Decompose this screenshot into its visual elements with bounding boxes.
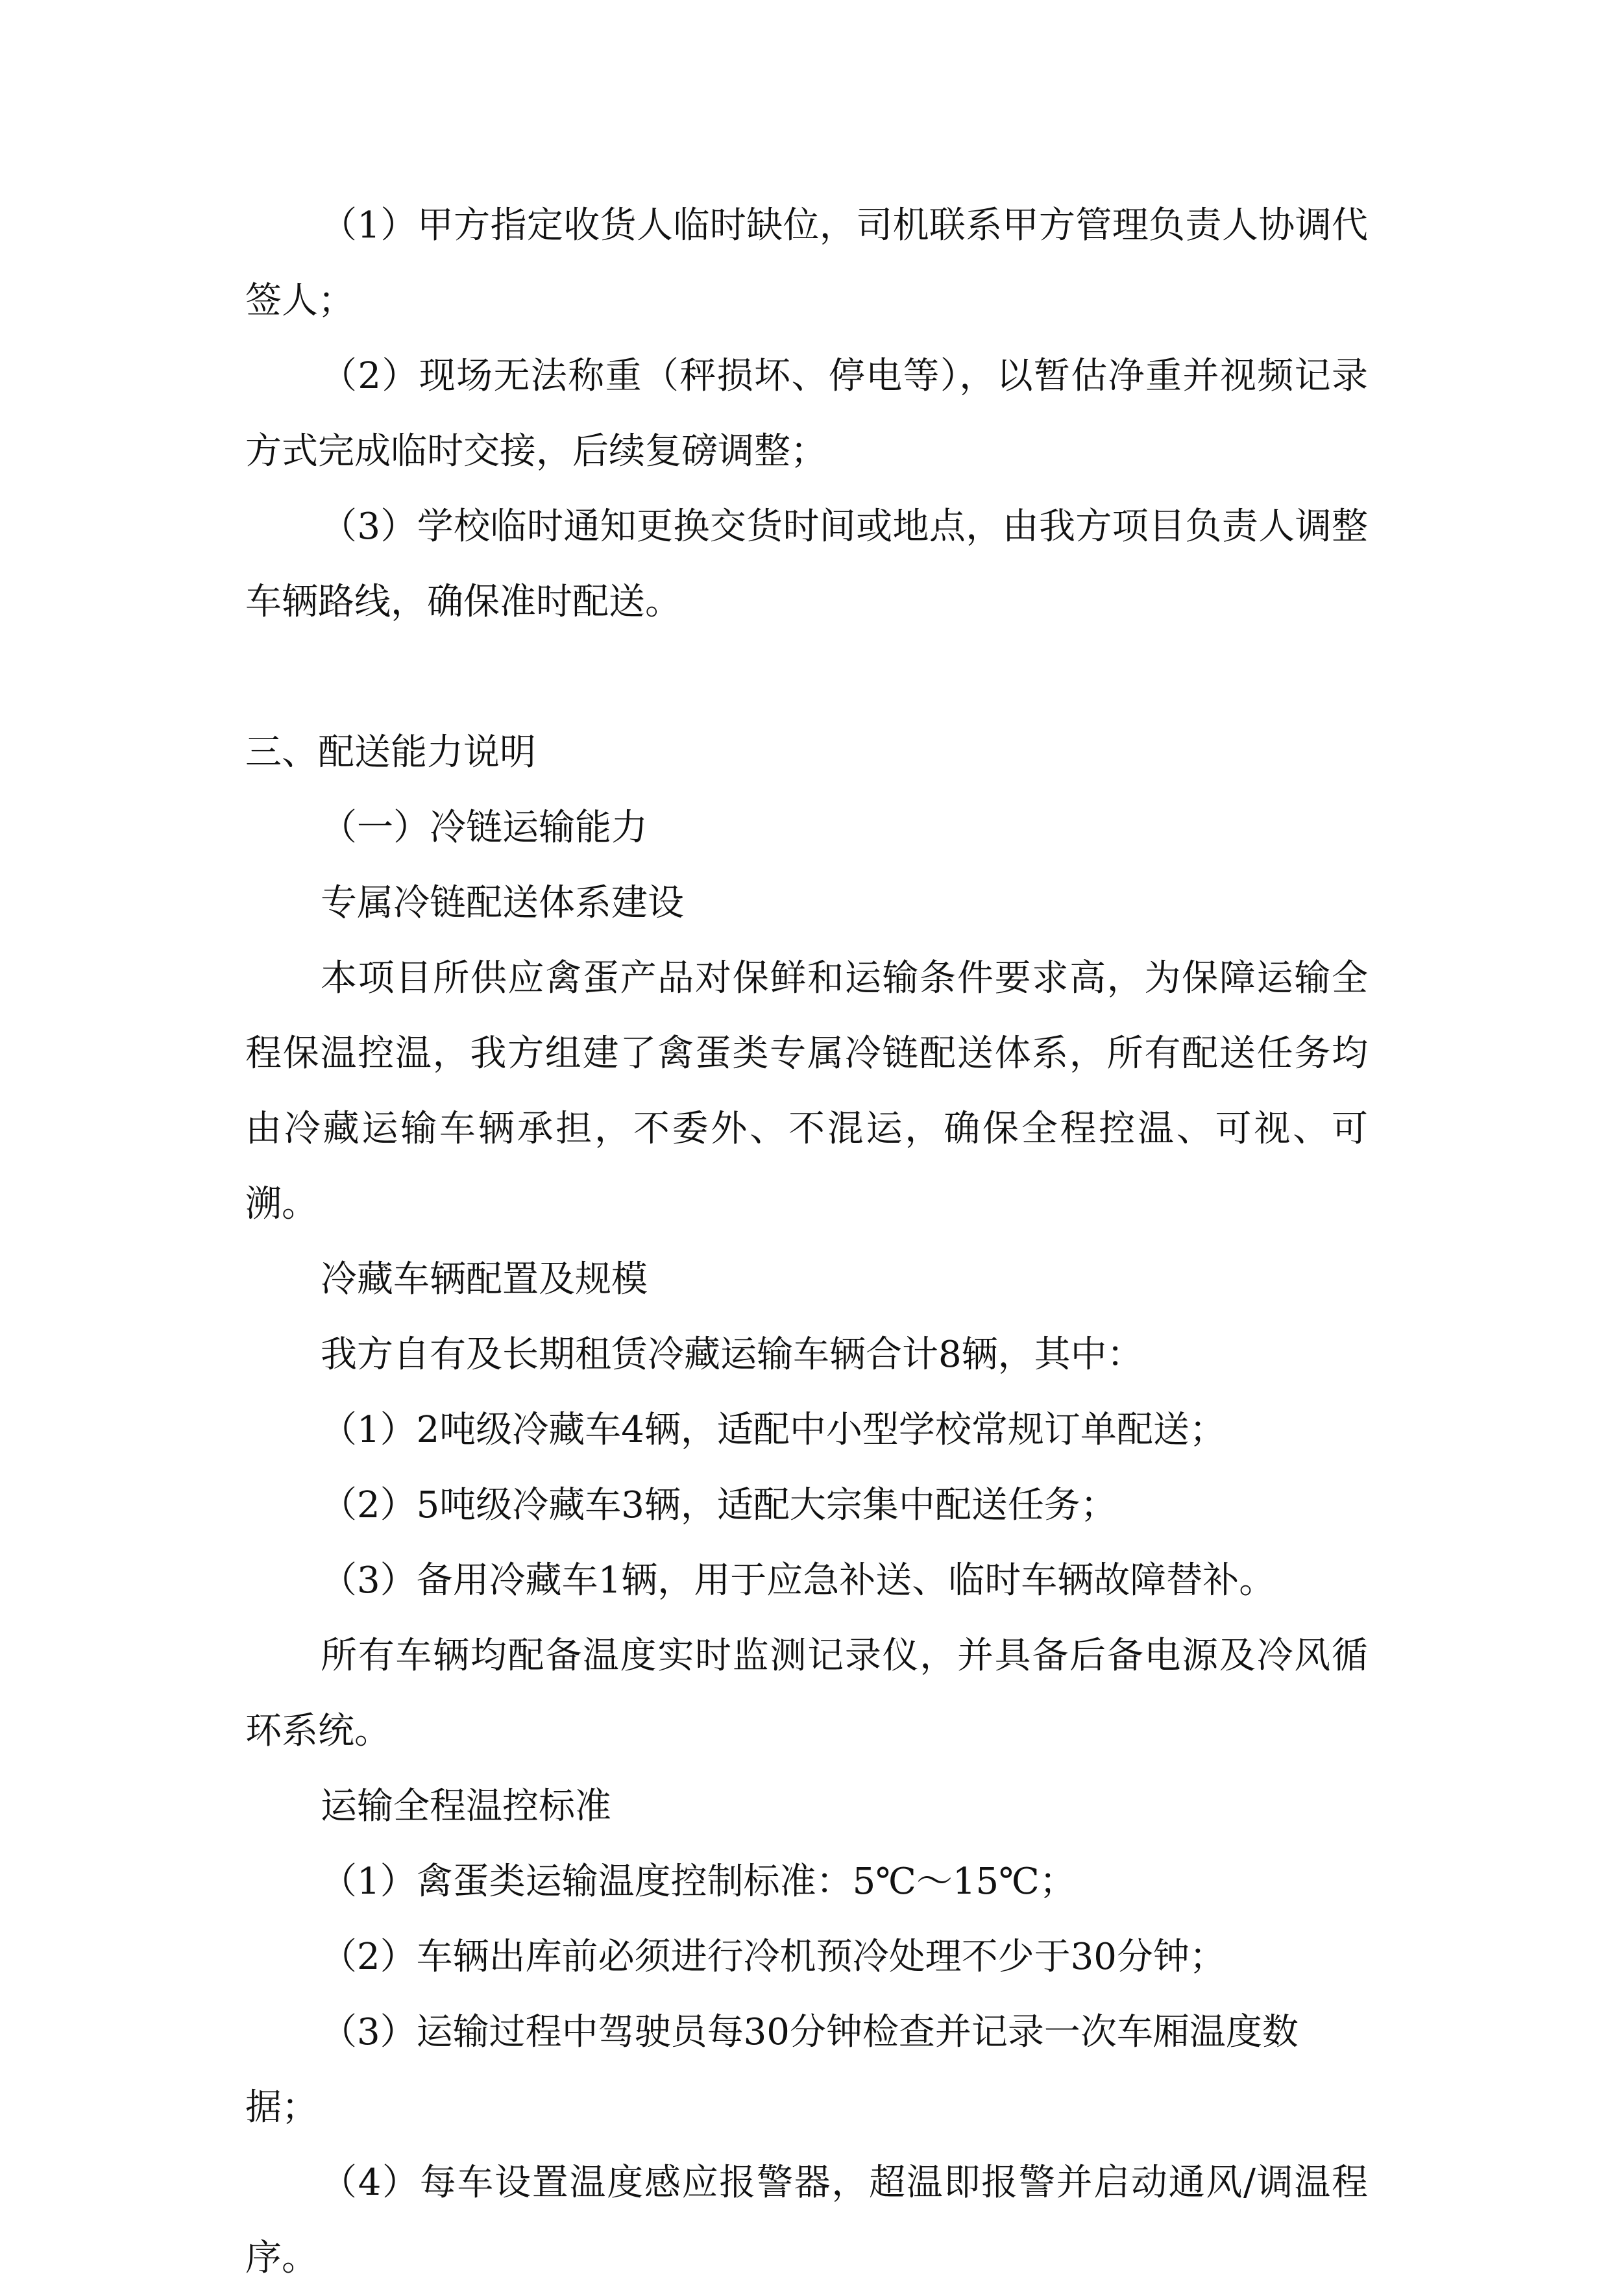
cold-chain-heading: 专属冷链配送体系建设 [321,882,684,924]
temperature-item: （2）车辆出库前必须进行冷机预冷处理不少于30分钟； [321,1936,1226,1978]
vehicles-heading: 冷藏车辆配置及规模 [321,1258,648,1301]
section-spacer [245,640,1368,715]
vehicle-item: （2）5吨级冷藏车3辆，适配大宗集中配送任务； [321,1484,1117,1526]
temperature-item: （4）每车设置温度感应报警器，超温即报警并启动通风/调温程序。 [245,2162,1368,2279]
subsection-title: （一）冷链运输能力 [321,807,648,849]
temperature-item: （1）禽蛋类运输温度控制标准：5℃～15℃； [321,1861,1076,1903]
vehicles-intro: 我方自有及长期租赁冷藏运输车辆合计8辆，其中： [321,1334,1143,1376]
temperature-item: （3）运输过程中驾驶员每30分钟检查并记录一次车厢温度数据； [245,2011,1299,2129]
vehicle-item: （3）备用冷藏车1辆，用于应急补送、临时车辆故障替补。 [321,1559,1276,1602]
section-title: 三、配送能力说明 [245,731,536,774]
paragraph-weighing-fallback: （2）现场无法称重（秤损坏、停电等），以暂估净重并视频记录方式完成临时交接，后续复磅调整； [245,355,1368,472]
paragraph-delivery-change: （3）学校临时通知更换交货时间或地点，由我方项目负责人调整车辆路线，确保准时配送。 [245,506,1368,623]
paragraph-signer-backup: （1）甲方指定收货人临时缺位，司机联系甲方管理负责人协调代签人； [245,204,1368,322]
document-body [245,188,1368,2296]
vehicles-summary: 所有车辆均配备温度实时监测记录仪，并具备后备电源及冷风循环系统。 [245,1635,1368,1752]
vehicle-item: （1）2吨级冷藏车4辆，适配中小型学校常规订单配送； [321,1409,1226,1451]
cold-chain-body: 本项目所供应禽蛋产品对保鲜和运输条件要求高，为保障运输全程保温控温，我方组建了禽蛋类专属冷链配送体系，所有配送任务均由冷藏运输车辆承担，不委外、不混运，确保全程控温、可视、可溯。 [245,957,1368,1225]
temperature-heading: 运输全程温控标准 [321,1785,611,1827]
